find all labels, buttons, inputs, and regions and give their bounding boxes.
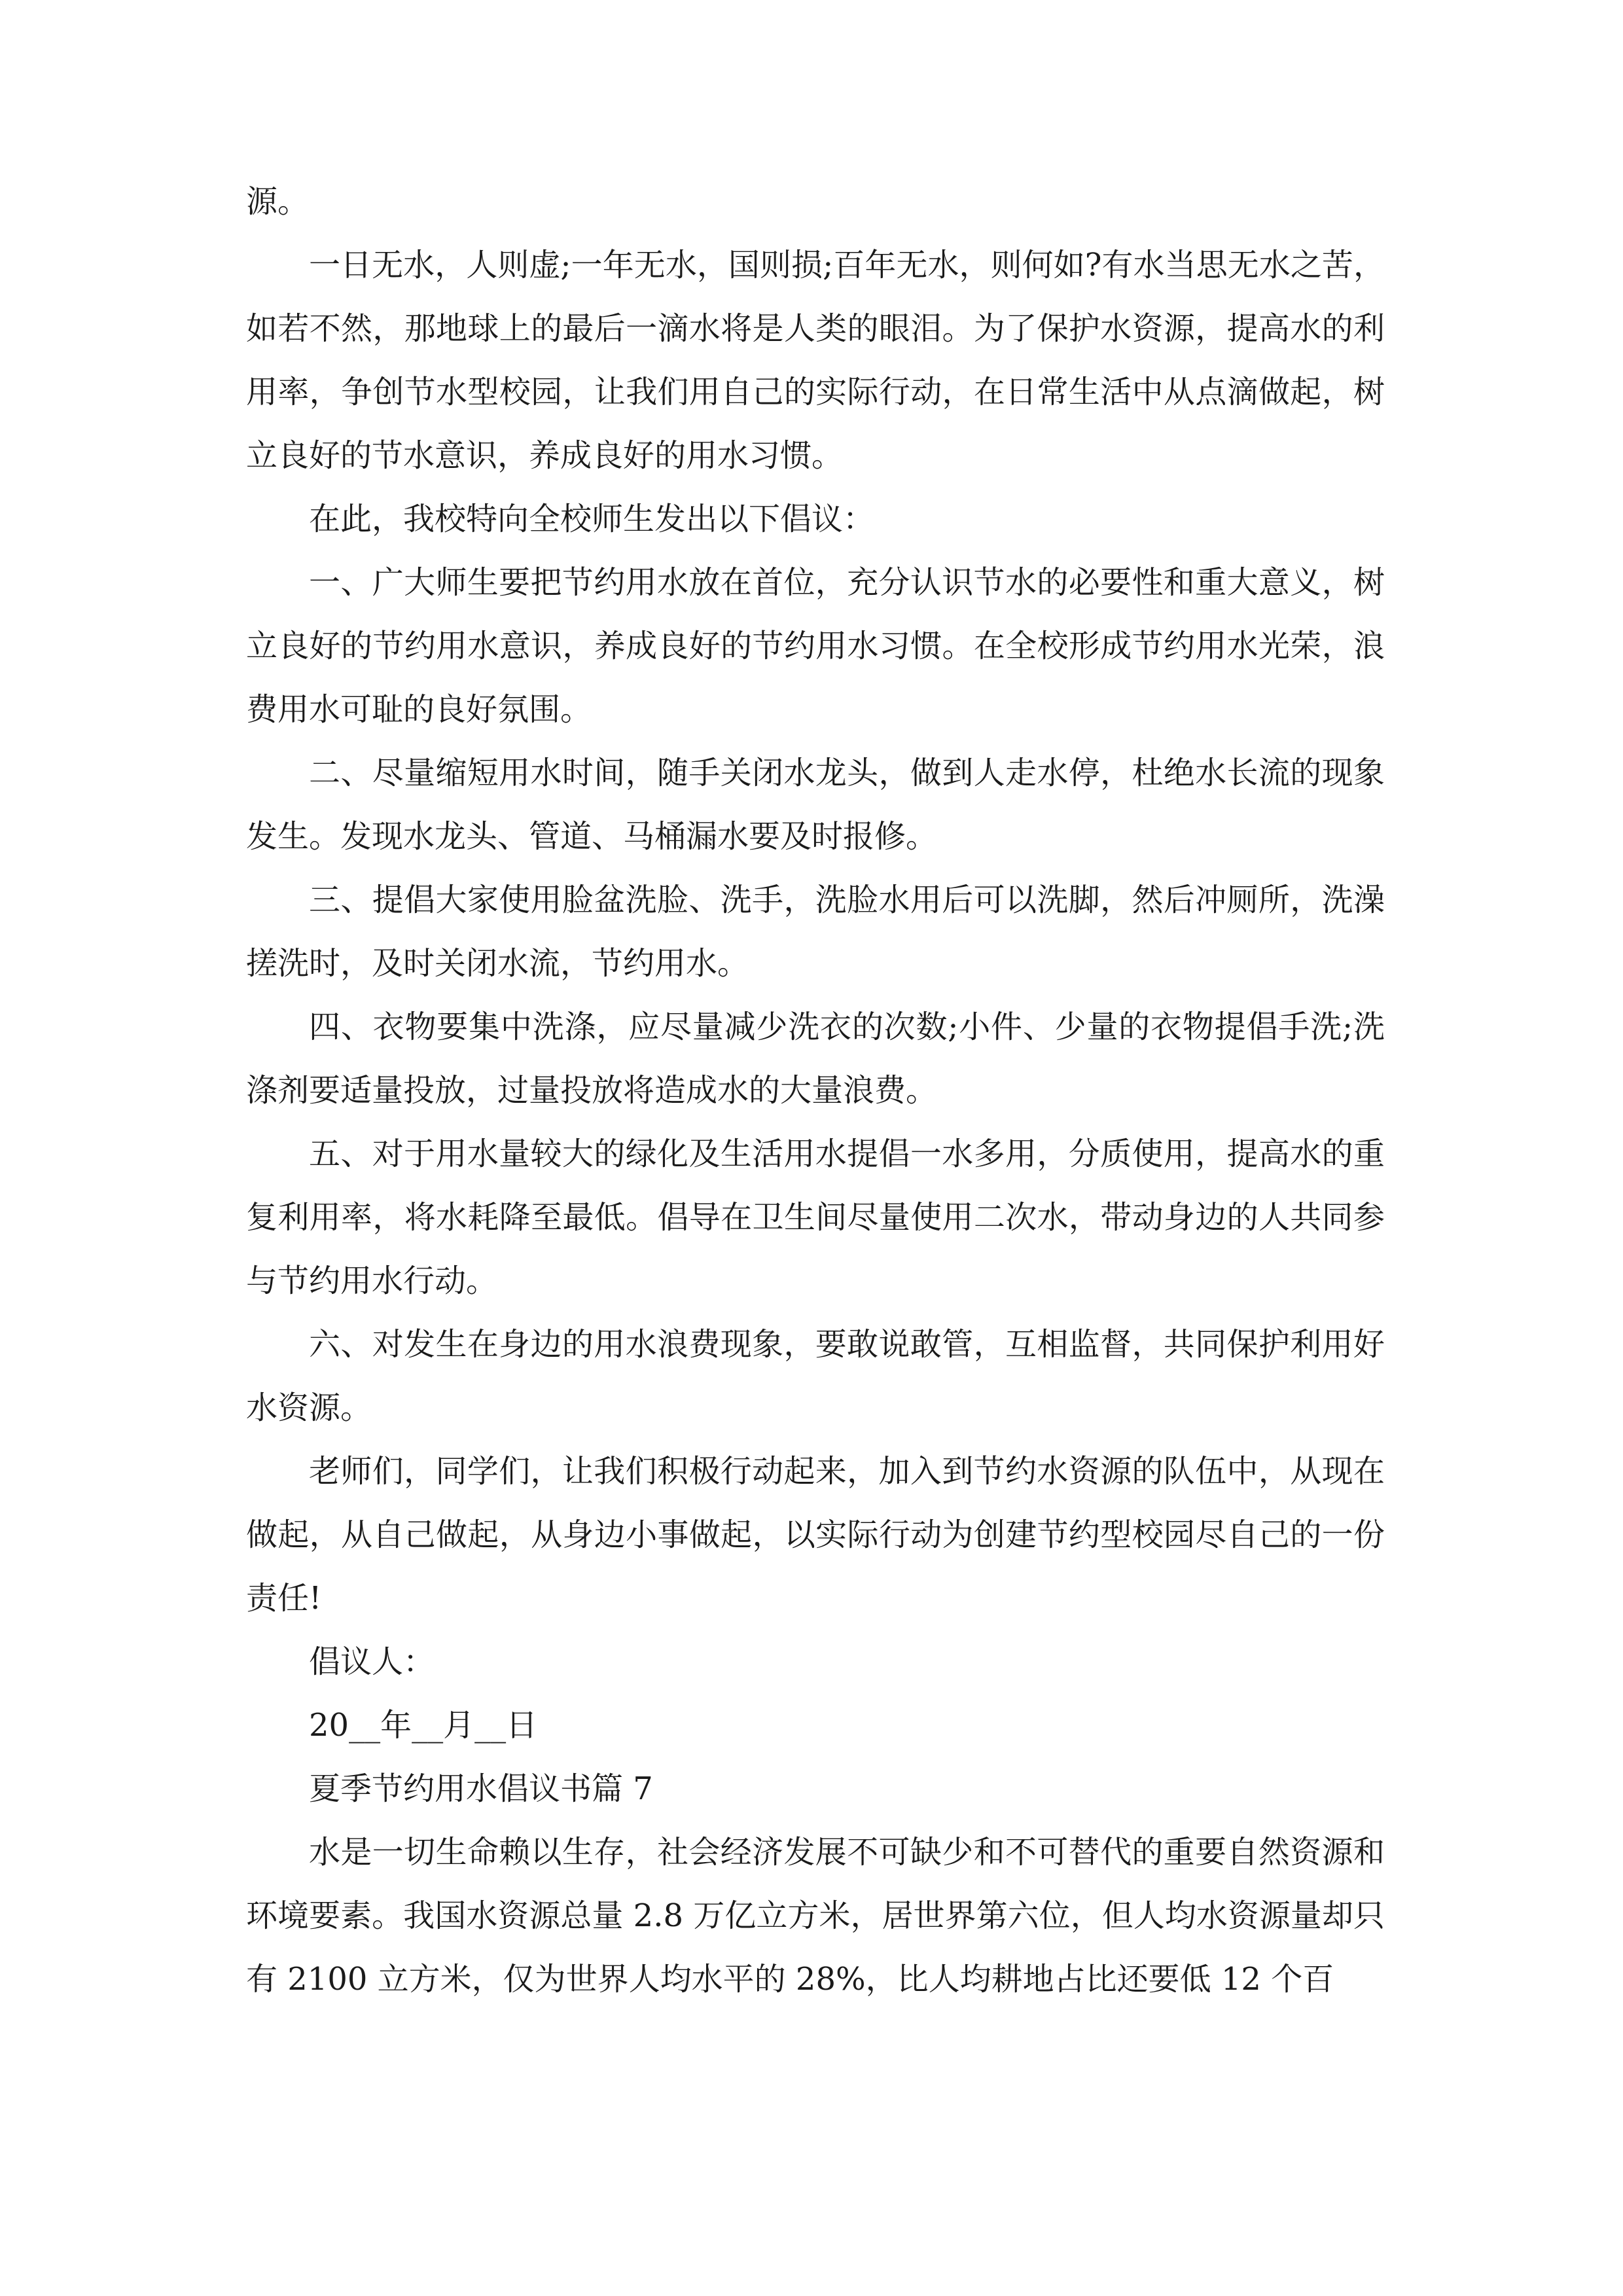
document-body <box>246 170 1385 2011</box>
signature-label: 倡议人： <box>309 1643 435 1680</box>
paragraph-next-section: 水是一切生命赖以生存，社会经济发展不可缺少和不可替代的重要自然资源和环境要素。我国水资源总量 2.8 万亿立方米，居世界第六位，但人均水资源量却只有 2100 立方米，仅为世界人均水平的 28%，比人均耕地占比还要低 12 个百 <box>246 1834 1385 1998</box>
paragraph-continuation: 源。 <box>246 183 310 220</box>
paragraph-intro: 一日无水，人则虚;一年无水，国则损;百年无水，则何如?有水当思无水之苦，如若不然，那地球上的最后一滴水将是人类的眼泪。为了保护水资源，提高水的利用率，争创节水型校园，让我们用自己的实际行动，在日常生活中从点滴做起，树立良好的节水意识，养成良好的用水习惯。 <box>246 247 1385 474</box>
paragraph-proposal-lead: 在此，我校特向全校师生发出以下倡议： <box>309 501 875 537</box>
paragraph-item-1: 一、广大师生要把节约用水放在首位，充分认识节水的必要性和重大意义，树立良好的节约用水意识，养成良好的节约用水习惯。在全校形成节约用水光荣，浪费用水可耻的良好氛围。 <box>246 564 1385 728</box>
date-line: 20__年__月__日 <box>309 1707 538 1744</box>
section-heading: 夏季节约用水倡议书篇 7 <box>309 1770 653 1807</box>
paragraph-item-5: 五、对于用水量较大的绿化及生活用水提倡一水多用，分质使用，提高水的重复利用率，将水耗降至最低。倡导在卫生间尽量使用二次水，带动身边的人共同参与节约用水行动。 <box>246 1136 1385 1299</box>
paragraph-closing: 老师们，同学们，让我们积极行动起来，加入到节约水资源的队伍中，从现在做起，从自己做起，从身边小事做起，以实际行动为创建节约型校园尽自己的一份责任! <box>246 1453 1385 1617</box>
paragraph-item-6: 六、对发生在身边的用水浪费现象，要敢说敢管，互相监督，共同保护利用好水资源。 <box>246 1326 1385 1426</box>
paragraph-item-2: 二、尽量缩短用水时间，随手关闭水龙头，做到人走水停，杜绝水长流的现象发生。发现水龙头、管道、马桶漏水要及时报修。 <box>246 755 1385 855</box>
paragraph-item-4: 四、衣物要集中洗涤，应尽量减少洗衣的次数;小件、少量的衣物提倡手洗;洗涤剂要适量投放，过量投放将造成水的大量浪费。 <box>246 1009 1385 1109</box>
paragraph-item-3: 三、提倡大家使用脸盆洗脸、洗手，洗脸水用后可以洗脚，然后冲厕所，洗澡搓洗时，及时关闭水流，节约用水。 <box>246 882 1385 982</box>
